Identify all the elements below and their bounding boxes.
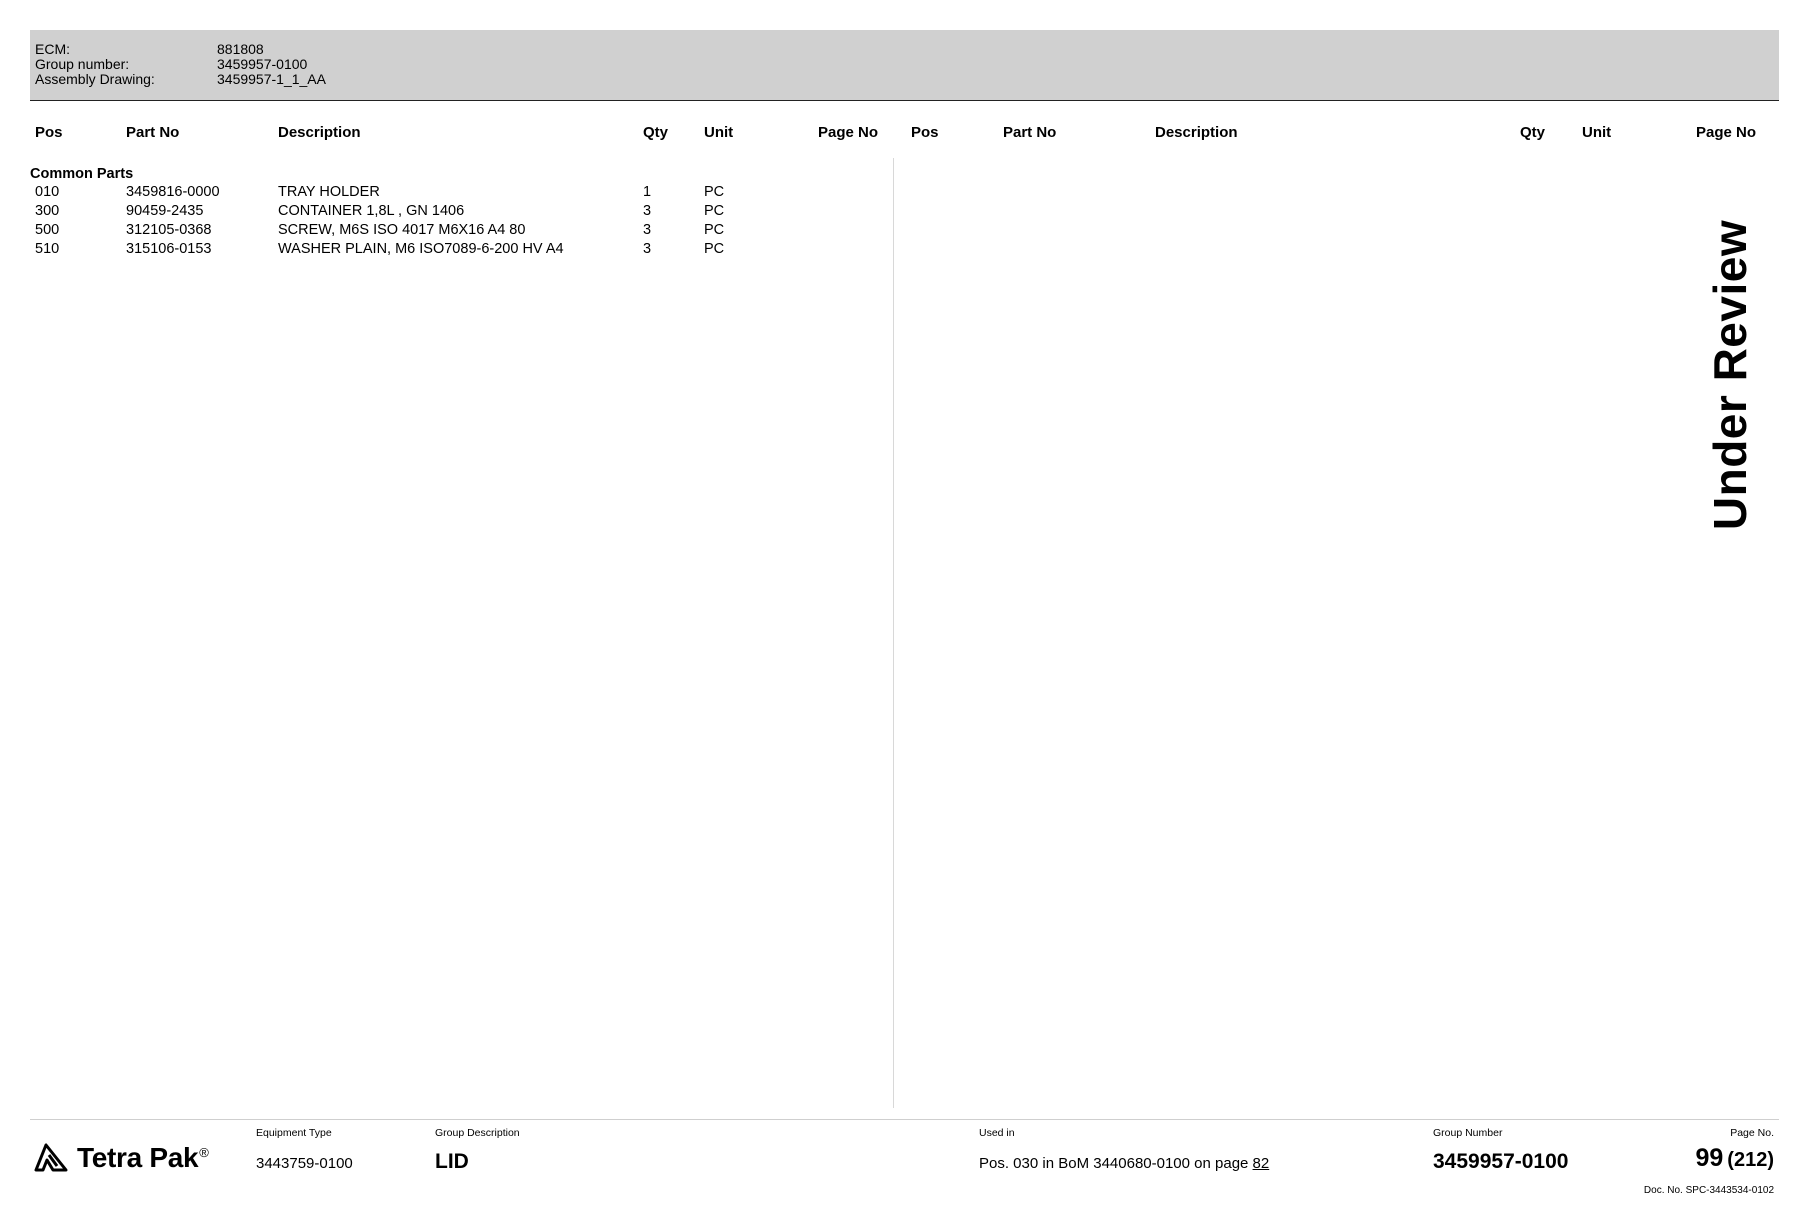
row-qty: 3 xyxy=(643,222,652,238)
under-review-stamp: Under Review xyxy=(1704,219,1756,531)
row-unit: PC xyxy=(704,203,725,219)
ecm-label: ECM: xyxy=(35,41,70,57)
table-row xyxy=(0,203,895,222)
row-description: WASHER PLAIN, M6 ISO7089-6-200 HV A4 xyxy=(278,241,564,257)
page-no-label: Page No. xyxy=(1730,1127,1774,1139)
col-unit-right: Unit xyxy=(1582,124,1612,141)
page-number-total: (212) xyxy=(1727,1149,1774,1171)
row-pos: 010 xyxy=(35,184,60,200)
table-row xyxy=(0,241,895,260)
row-qty: 1 xyxy=(643,184,652,200)
logo-wordmark xyxy=(77,1142,209,1174)
row-description: TRAY HOLDER xyxy=(278,184,380,200)
group-description-value: LID xyxy=(435,1150,469,1173)
logo-text: Tetra Pak xyxy=(77,1142,199,1173)
used-in-label: Used in xyxy=(979,1127,1015,1139)
tetra-pak-logo-icon xyxy=(33,1143,69,1173)
logo-registered-mark: ® xyxy=(199,1144,209,1160)
equipment-type-label: Equipment Type xyxy=(256,1127,332,1139)
equipment-type-value: 3443759-0100 xyxy=(256,1155,353,1172)
col-pos-left: Pos xyxy=(35,124,63,141)
column-divider xyxy=(893,158,894,1108)
used-in-page-link[interactable]: 82 xyxy=(1252,1155,1270,1172)
col-part-no-left: Part No xyxy=(126,124,180,141)
group-number-footer-value: 3459957-0100 xyxy=(1433,1150,1569,1173)
table-row xyxy=(0,222,895,241)
group-number-label: Group number: xyxy=(35,56,130,72)
col-page-no-left: Page No xyxy=(818,124,879,141)
group-number-footer-label: Group Number xyxy=(1433,1127,1503,1139)
used-in-description: Pos. 030 in BoM 3440680-0100 on page xyxy=(979,1155,1253,1172)
col-pos-right: Pos xyxy=(911,124,939,141)
row-part-no: 312105-0368 xyxy=(126,222,212,238)
col-page-no-right: Page No xyxy=(1696,124,1757,141)
row-qty: 3 xyxy=(643,203,652,219)
row-qty: 3 xyxy=(643,241,652,257)
footer-divider xyxy=(30,1119,1779,1120)
group-description-label: Group Description xyxy=(435,1127,520,1139)
row-pos: 510 xyxy=(35,241,60,257)
row-unit: PC xyxy=(704,222,725,238)
page-number xyxy=(1695,1144,1774,1173)
row-description: SCREW, M6S ISO 4017 M6X16 A4 80 xyxy=(278,222,526,238)
assembly-drawing-value: 3459957-1_1_AA xyxy=(217,71,326,87)
ecm-value: 881808 xyxy=(217,41,264,57)
col-description-left: Description xyxy=(278,124,361,141)
document-number: Doc. No. SPC-3443534-0102 xyxy=(1643,1185,1774,1196)
row-unit: PC xyxy=(704,184,725,200)
page-number-current: 99 xyxy=(1695,1144,1724,1172)
row-part-no: 315106-0153 xyxy=(126,241,212,257)
col-unit-left: Unit xyxy=(704,124,734,141)
row-description: CONTAINER 1,8L , GN 1406 xyxy=(278,203,465,219)
row-pos: 300 xyxy=(35,203,60,219)
row-part-no: 3459816-0000 xyxy=(126,184,220,200)
col-qty-left: Qty xyxy=(643,124,669,141)
row-pos: 500 xyxy=(35,222,60,238)
section-title: Common Parts xyxy=(30,166,134,182)
row-part-no: 90459-2435 xyxy=(126,203,204,219)
table-row xyxy=(0,184,895,203)
row-unit: PC xyxy=(704,241,725,257)
group-number-value: 3459957-0100 xyxy=(217,56,308,72)
assembly-drawing-label: Assembly Drawing: xyxy=(35,71,155,87)
col-part-no-right: Part No xyxy=(1003,124,1057,141)
tetra-pak-logo xyxy=(33,1140,209,1176)
col-description-right: Description xyxy=(1155,124,1238,141)
col-qty-right: Qty xyxy=(1520,124,1546,141)
used-in-text xyxy=(979,1155,1269,1172)
